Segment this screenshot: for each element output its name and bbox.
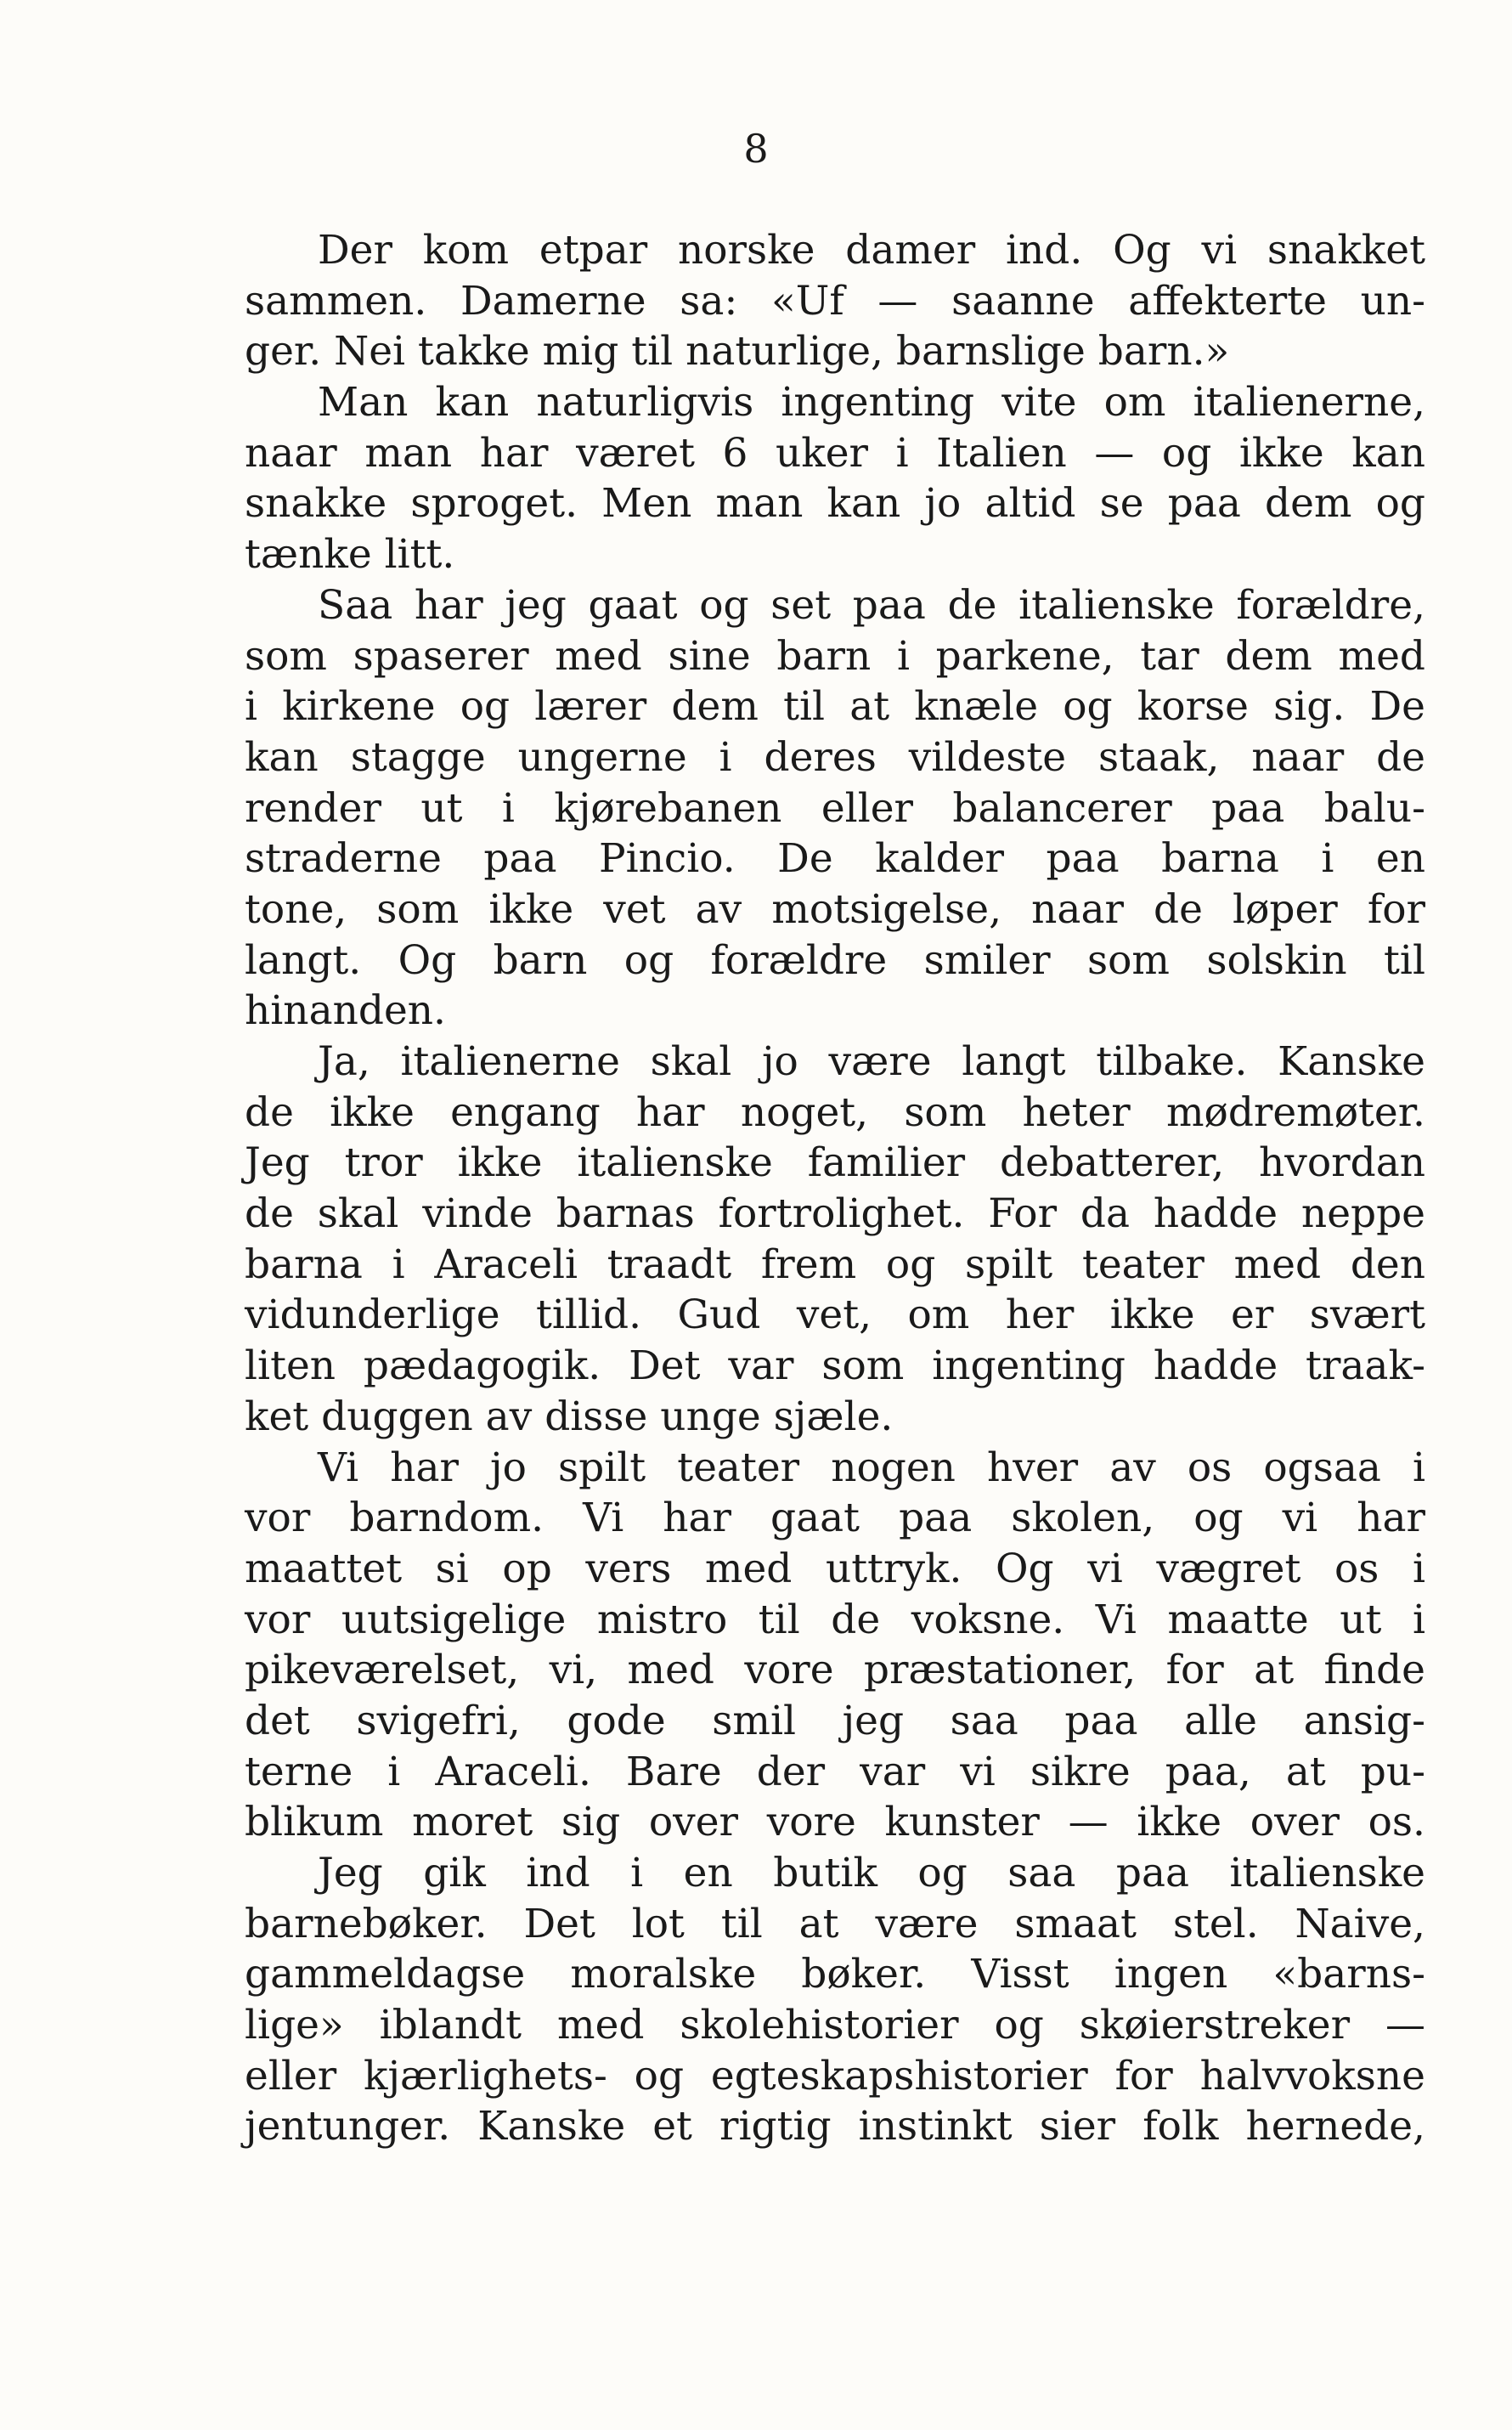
text-line: Saa har jeg gaat og set paa de italienske forældre, — [318, 581, 1425, 629]
text-line: straderne paa Pincio. De kalder paa barna i en — [245, 835, 1425, 883]
text-line: vor uutsigelige mistro til de voksne. Vi maatte ut i — [245, 1596, 1425, 1643]
text-line: Ja, italienerne skal jo være langt tilbake. Kanske — [318, 1038, 1425, 1085]
text-line: tone, som ikke vet av motsigelse, naar de løper for — [245, 885, 1425, 933]
text-line: Der kom etpar norske damer ind. Og vi snakket — [318, 227, 1425, 274]
text-line: snakke sproget. Men man kan jo altid se paa dem og — [245, 480, 1425, 528]
text-line: som spaserer med sine barn i parkene, tar dem med — [245, 632, 1425, 680]
text-line: langt. Og barn og forældre smiler som solskin til — [245, 936, 1425, 984]
text-line: tænke litt. — [245, 531, 455, 579]
text-line: vidunderlige tillid. Gud vet, om her ikke er svært — [245, 1291, 1425, 1339]
text-line: pikeværelset, vi, med vore præstationer, for at finde — [245, 1647, 1425, 1694]
text-line: de ikke engang har noget, som heter mødremøter. — [245, 1088, 1425, 1136]
text-line: barnebøker. Det lot til at være smaat stel. Naive, — [245, 1900, 1425, 1947]
text-line: maattet si op vers med uttryk. Og vi vægret os i — [245, 1545, 1425, 1592]
text-line: render ut i kjørebanen eller balancerer paa balu- — [245, 784, 1425, 832]
text-line: liten pædagogik. Det var som ingenting hadde traak- — [245, 1342, 1425, 1390]
text-line: gammeldagse moralske bøker. Visst ingen «barns- — [245, 1951, 1425, 1998]
text-line: vor barndom. Vi har gaat paa skolen, og vi har — [245, 1495, 1425, 1542]
text-line: blikum moret sig over vore kunster — ikke over os. — [245, 1799, 1425, 1846]
page-number: 8 — [743, 126, 769, 172]
body-text — [245, 225, 1425, 2152]
text-line: Man kan naturligvis ingenting vite om italienerne, — [318, 379, 1425, 427]
text-line: lige» iblandt med skolehistorier og skøierstreker — — [245, 2002, 1425, 2049]
text-line: ger. Nei takke mig til naturlige, barnslige barn.» — [245, 328, 1230, 376]
text-line: ket duggen av disse unge sjæle. — [245, 1393, 894, 1440]
text-line: barna i Araceli traadt frem og spilt teater med den — [245, 1240, 1425, 1288]
text-line: hinanden. — [245, 987, 446, 1035]
text-line: sammen. Damerne sa: «Uf — saanne affekterte un- — [245, 277, 1425, 325]
text-line: Jeg tror ikke italienske familier debatterer, hvordan — [245, 1139, 1425, 1187]
text-line: naar man har været 6 uker i Italien — og ikke kan — [245, 429, 1425, 477]
text-line: terne i Araceli. Bare der var vi sikre paa, at pu- — [245, 1748, 1425, 1795]
text-line: kan stagge ungerne i deres vildeste staak, naar de — [245, 733, 1425, 781]
text-line: i kirkene og lærer dem til at knæle og korse sig. De — [245, 683, 1425, 731]
text-line: eller kjærlighets- og egteskapshistorier for halvvoksne — [245, 2052, 1425, 2099]
text-line: det svigefri, gode smil jeg saa paa alle ansig- — [245, 1697, 1425, 1744]
text-line: jentunger. Kanske et rigtig instinkt sier folk hernede, — [245, 2103, 1425, 2150]
text-line: de skal vinde barnas fortrolighet. For da hadde neppe — [245, 1190, 1425, 1238]
text-line: Jeg gik ind i en butik og saa paa italienske — [318, 1850, 1425, 1896]
text-line: Vi har jo spilt teater nogen hver av os ogsaa i — [318, 1444, 1425, 1491]
